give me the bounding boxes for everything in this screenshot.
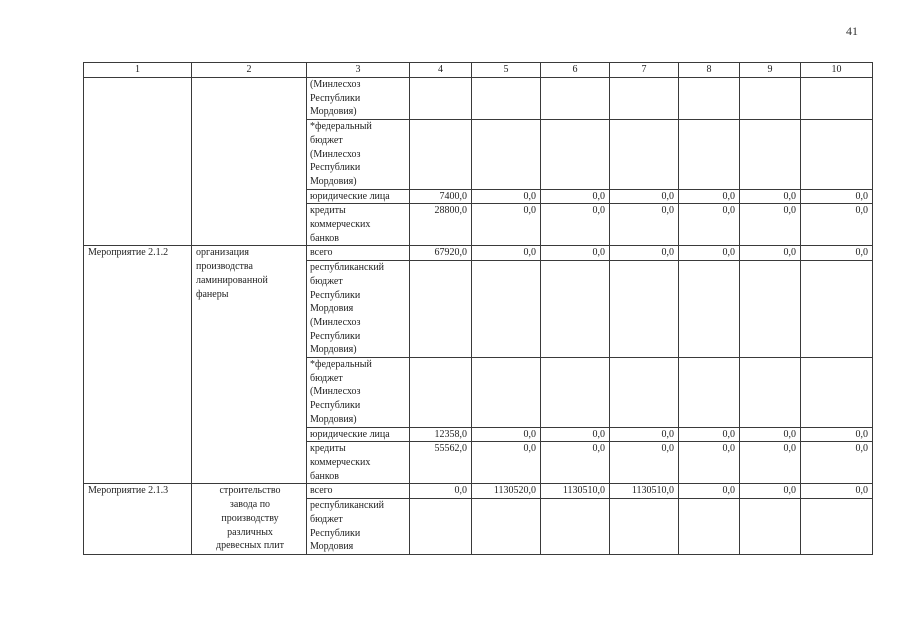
- description-line: различных: [227, 526, 273, 538]
- description-line: производству: [221, 512, 279, 524]
- value-cell: 1130510,0: [610, 484, 679, 499]
- value-cell: 28800,0: [410, 204, 472, 246]
- value-cell: [610, 358, 679, 428]
- value-cell: 0,0: [740, 246, 801, 261]
- description-line: фанеры: [196, 288, 229, 300]
- column-header: 4: [410, 63, 472, 78]
- funding-source-line: всего: [310, 247, 333, 259]
- value-cell: 7400,0: [410, 189, 472, 204]
- measure-name-cell: [84, 78, 192, 246]
- value-cell: [472, 499, 541, 555]
- funding-source-line: Республики: [310, 400, 361, 412]
- funding-source-line: коммерческих: [310, 219, 371, 231]
- value-cell: [410, 358, 472, 428]
- funding-source-line: Мордовия: [310, 303, 354, 315]
- value-cell: 0,0: [801, 189, 873, 204]
- budget-table: [83, 62, 873, 555]
- description-line: строительство: [219, 485, 281, 497]
- column-header: 1: [84, 63, 192, 78]
- value-cell: 0,0: [740, 484, 801, 499]
- value-cell: 0,0: [679, 189, 740, 204]
- value-cell: [610, 499, 679, 555]
- funding-source-line: Мордовия: [310, 541, 354, 553]
- funding-source-line: республиканский: [310, 500, 385, 512]
- value-cell: 55562,0: [410, 442, 472, 484]
- header-row: [84, 63, 873, 78]
- value-cell: [801, 261, 873, 358]
- funding-source-line: банков: [310, 470, 339, 482]
- value-cell: 0,0: [410, 484, 472, 499]
- description-line: ламинированной: [196, 274, 268, 286]
- value-cell: [679, 499, 740, 555]
- column-header: 2: [192, 63, 307, 78]
- funding-source-line: Республики: [310, 330, 361, 342]
- value-cell: 0,0: [472, 427, 541, 442]
- value-cell: [541, 358, 610, 428]
- value-cell: 0,0: [801, 484, 873, 499]
- value-cell: [679, 78, 740, 120]
- funding-source-cell: [307, 261, 410, 358]
- funding-source-line: бюджет: [310, 372, 343, 384]
- funding-source-line: Республики: [310, 162, 361, 174]
- value-cell: 0,0: [801, 246, 873, 261]
- funding-source-line: бюджет: [310, 513, 343, 525]
- value-cell: 0,0: [679, 484, 740, 499]
- value-cell: 0,0: [541, 442, 610, 484]
- value-cell: [472, 358, 541, 428]
- value-cell: [410, 499, 472, 555]
- description-line: организация: [196, 247, 249, 259]
- value-cell: 0,0: [610, 427, 679, 442]
- value-cell: [541, 120, 610, 190]
- value-cell: [472, 78, 541, 120]
- value-cell: [740, 120, 801, 190]
- value-cell: [679, 120, 740, 190]
- description-line: завода по: [229, 499, 271, 511]
- table-row: [84, 246, 873, 261]
- funding-source-line: всего: [310, 485, 333, 497]
- funding-source-line: Мордовия): [310, 344, 357, 356]
- funding-source-cell: [307, 427, 410, 442]
- value-cell: [801, 499, 873, 555]
- funding-source-line: (Минлесхоз: [310, 79, 361, 90]
- value-cell: [801, 120, 873, 190]
- value-cell: [410, 261, 472, 358]
- value-cell: 1130520,0: [472, 484, 541, 499]
- value-cell: 0,0: [610, 442, 679, 484]
- value-cell: [541, 499, 610, 555]
- value-cell: 0,0: [801, 427, 873, 442]
- description-line: производства: [196, 261, 253, 273]
- value-cell: [740, 78, 801, 120]
- column-header: 6: [541, 63, 610, 78]
- value-cell: 0,0: [472, 442, 541, 484]
- value-cell: 0,0: [740, 204, 801, 246]
- funding-source-line: бюджет: [310, 275, 343, 287]
- value-cell: 0,0: [610, 189, 679, 204]
- value-cell: 0,0: [679, 442, 740, 484]
- value-cell: [410, 120, 472, 190]
- value-cell: [410, 78, 472, 120]
- column-header: 3: [307, 63, 410, 78]
- value-cell: 0,0: [740, 427, 801, 442]
- value-cell: [740, 261, 801, 358]
- value-cell: 0,0: [541, 427, 610, 442]
- measure-description-cell: [192, 78, 307, 246]
- description-line: древесных плит: [216, 540, 284, 552]
- value-cell: [541, 78, 610, 120]
- value-cell: 0,0: [740, 442, 801, 484]
- funding-source-line: (Минлесхоз: [310, 316, 361, 328]
- column-header: 10: [801, 63, 873, 78]
- table-row: [84, 78, 873, 120]
- value-cell: [679, 358, 740, 428]
- value-cell: 0,0: [679, 427, 740, 442]
- funding-source-cell: [307, 204, 410, 246]
- funding-source-line: (Минлесхоз: [310, 148, 361, 160]
- value-cell: [472, 261, 541, 358]
- table-row: [84, 484, 873, 499]
- value-cell: [740, 499, 801, 555]
- column-header: 9: [740, 63, 801, 78]
- funding-source-line: кредиты: [310, 443, 346, 455]
- value-cell: [541, 261, 610, 358]
- page-number: 41: [846, 24, 858, 38]
- funding-source-line: Республики: [310, 92, 361, 104]
- value-cell: [801, 358, 873, 428]
- funding-source-cell: [307, 499, 410, 555]
- value-cell: 0,0: [541, 246, 610, 261]
- funding-source-line: юридические лица: [310, 428, 390, 440]
- value-cell: [610, 78, 679, 120]
- value-cell: [679, 261, 740, 358]
- value-cell: 0,0: [472, 189, 541, 204]
- value-cell: 67920,0: [410, 246, 472, 261]
- column-header: 5: [472, 63, 541, 78]
- value-cell: 0,0: [610, 246, 679, 261]
- value-cell: 0,0: [541, 189, 610, 204]
- funding-source-line: *федеральный: [310, 121, 372, 133]
- value-cell: 0,0: [801, 204, 873, 246]
- column-header: 7: [610, 63, 679, 78]
- funding-source-cell: [307, 358, 410, 428]
- funding-source-cell: [307, 78, 410, 120]
- funding-source-line: банков: [310, 232, 339, 244]
- funding-source-cell: [307, 484, 410, 499]
- funding-source-line: кредиты: [310, 205, 346, 217]
- value-cell: 12358,0: [410, 427, 472, 442]
- funding-source-cell: [307, 120, 410, 190]
- value-cell: 0,0: [801, 442, 873, 484]
- funding-source-cell: [307, 442, 410, 484]
- measure-description-cell: [192, 246, 307, 484]
- funding-source-line: бюджет: [310, 134, 343, 146]
- funding-source-line: юридические лица: [310, 190, 390, 202]
- funding-source-line: Республики: [310, 527, 361, 539]
- column-header: 8: [679, 63, 740, 78]
- value-cell: 0,0: [541, 204, 610, 246]
- funding-source-line: Мордовия): [310, 175, 357, 187]
- value-cell: [740, 358, 801, 428]
- measure-description-cell: [192, 484, 307, 555]
- funding-source-cell: [307, 189, 410, 204]
- value-cell: [610, 120, 679, 190]
- value-cell: 1130510,0: [541, 484, 610, 499]
- funding-source-line: коммерческих: [310, 456, 371, 468]
- funding-source-line: Республики: [310, 289, 361, 301]
- value-cell: [801, 78, 873, 120]
- funding-source-line: республиканский: [310, 262, 385, 274]
- funding-source-line: Мордовия): [310, 413, 357, 425]
- measure-name-cell: Мероприятие 2.1.3: [84, 484, 192, 555]
- value-cell: 0,0: [610, 204, 679, 246]
- value-cell: 0,0: [679, 246, 740, 261]
- value-cell: [472, 120, 541, 190]
- funding-source-cell: [307, 246, 410, 261]
- funding-source-line: *федеральный: [310, 359, 372, 371]
- value-cell: 0,0: [472, 246, 541, 261]
- measure-name-cell: Мероприятие 2.1.2: [84, 246, 192, 484]
- value-cell: 0,0: [679, 204, 740, 246]
- value-cell: [610, 261, 679, 358]
- funding-source-line: (Минлесхоз: [310, 386, 361, 398]
- funding-source-line: Мордовия): [310, 106, 357, 118]
- value-cell: 0,0: [740, 189, 801, 204]
- value-cell: 0,0: [472, 204, 541, 246]
